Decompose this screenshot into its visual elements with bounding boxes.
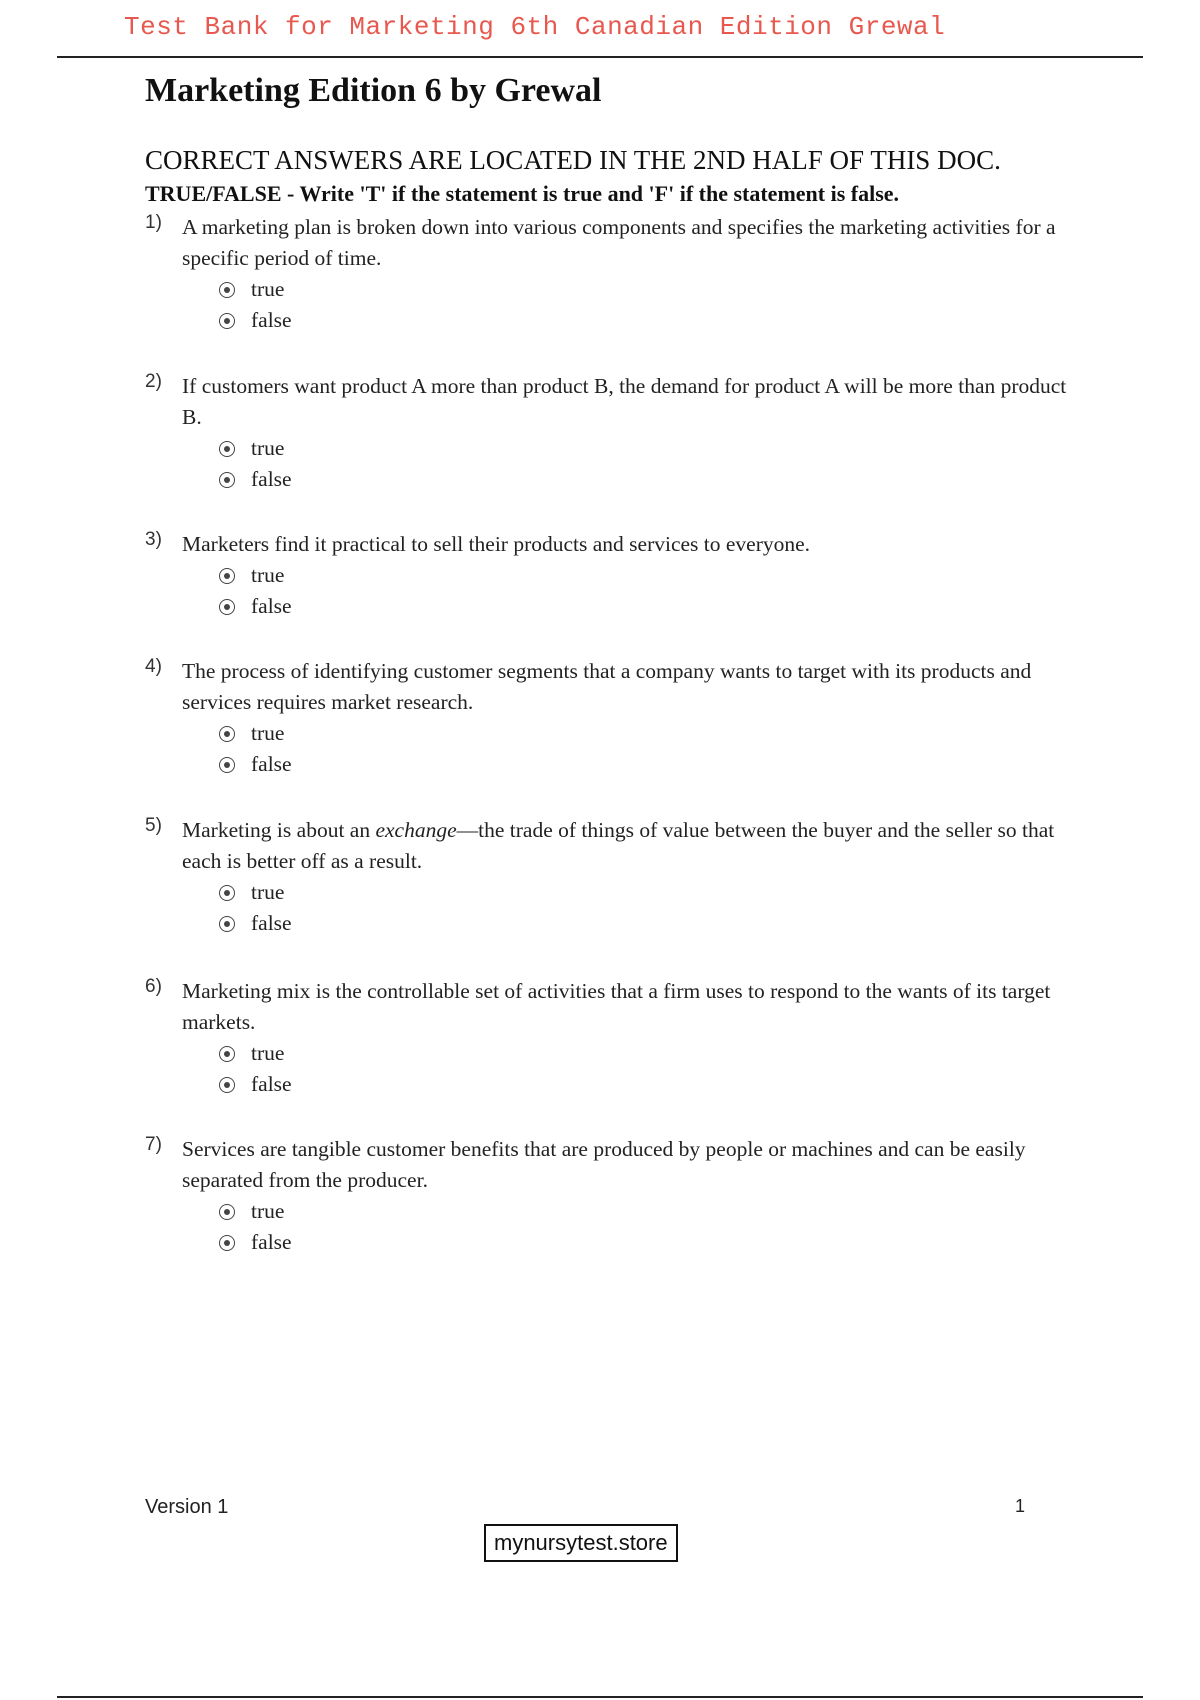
radio-icon[interactable] [219, 1077, 235, 1093]
question-4 [145, 656, 1075, 780]
option-label: false [251, 308, 292, 332]
radio-icon[interactable] [219, 726, 235, 742]
option-label: true [251, 880, 285, 904]
question-text: If customers want product A more than product B, the demand for product A will be more than product B. [182, 374, 1067, 429]
radio-icon[interactable] [219, 916, 235, 932]
option-true[interactable] [219, 718, 1075, 749]
option-label: true [251, 1041, 285, 1065]
question-number: 3) [145, 529, 162, 550]
emphasized-term: exchange [375, 818, 457, 842]
option-label: true [251, 721, 285, 745]
radio-icon[interactable] [219, 1235, 235, 1251]
answers-notice: CORRECT ANSWERS ARE LOCATED IN THE 2ND HALF OF THIS DOC. [145, 145, 1001, 175]
document-banner: Test Bank for Marketing 6th Canadian Edition Grewal [124, 12, 946, 42]
answer-options [219, 433, 1075, 495]
answer-options [219, 1196, 1075, 1258]
option-false[interactable] [219, 464, 1075, 495]
option-label: false [251, 1230, 292, 1254]
question-number: 1) [145, 212, 162, 233]
radio-icon[interactable] [219, 441, 235, 457]
radio-icon[interactable] [219, 1204, 235, 1220]
radio-icon[interactable] [219, 568, 235, 584]
radio-icon[interactable] [219, 757, 235, 773]
radio-icon[interactable] [219, 282, 235, 298]
option-true[interactable] [219, 274, 1075, 305]
page-number: 1 [1015, 1496, 1026, 1516]
answer-options [219, 560, 1075, 622]
option-label: true [251, 436, 285, 460]
option-label: false [251, 1072, 292, 1096]
question-number: 6) [145, 976, 162, 997]
option-true[interactable] [219, 1038, 1075, 1069]
question-text: Services are tangible customer benefits that are produced by people or machines and can be easily separated from the producer. [182, 1137, 1026, 1192]
option-false[interactable] [219, 305, 1075, 336]
question-number: 4) [145, 656, 162, 677]
question-6 [145, 976, 1075, 1100]
answer-options [219, 1038, 1075, 1100]
question-number: 7) [145, 1134, 162, 1155]
question-1 [145, 212, 1075, 336]
option-false[interactable] [219, 1227, 1075, 1258]
option-label: false [251, 467, 292, 491]
answer-options [219, 718, 1075, 780]
option-true[interactable] [219, 877, 1075, 908]
question-3 [145, 529, 1075, 622]
option-label: true [251, 277, 285, 301]
option-false[interactable] [219, 908, 1075, 939]
question-7 [145, 1134, 1075, 1258]
radio-icon[interactable] [219, 472, 235, 488]
version-label: Version 1 [145, 1496, 229, 1518]
question-text: A marketing plan is broken down into various components and specifies the marketing activities for a specific period of time. [182, 215, 1056, 270]
answer-options [219, 274, 1075, 336]
footer-divider [57, 1696, 1143, 1698]
option-label: false [251, 911, 292, 935]
option-true[interactable] [219, 1196, 1075, 1227]
question-text-end: —the trade of things of value between the buyer and the seller so that each is better off as a result. [182, 818, 1055, 873]
page-title: Marketing Edition 6 by Grewal [145, 72, 602, 109]
option-label: true [251, 1199, 285, 1223]
option-label: false [251, 594, 292, 618]
question-text [182, 815, 1075, 877]
question-number: 5) [145, 815, 162, 836]
radio-icon[interactable] [219, 1046, 235, 1062]
question-5 [145, 815, 1075, 939]
option-true[interactable] [219, 433, 1075, 464]
radio-icon[interactable] [219, 313, 235, 329]
option-false[interactable] [219, 749, 1075, 780]
option-true[interactable] [219, 560, 1075, 591]
option-false[interactable] [219, 1069, 1075, 1100]
question-text: Marketing mix is the controllable set of activities that a firm uses to respond to the wants of its target markets. [182, 979, 1051, 1034]
question-text: The process of identifying customer segments that a company wants to target with its products and services requires market research. [182, 659, 1032, 714]
website-link[interactable]: mynursytest.store [484, 1524, 678, 1562]
option-label: true [251, 563, 285, 587]
answer-options [219, 877, 1075, 939]
option-label: false [251, 752, 292, 776]
question-text-start: Marketing is about an [182, 818, 376, 842]
question-text: Marketers find it practical to sell their products and services to everyone. [182, 532, 811, 556]
radio-icon[interactable] [219, 885, 235, 901]
option-false[interactable] [219, 591, 1075, 622]
header-divider [57, 56, 1143, 58]
question-number: 2) [145, 371, 162, 392]
question-2 [145, 371, 1075, 495]
radio-icon[interactable] [219, 599, 235, 615]
section-instructions: TRUE/FALSE - Write 'T' if the statement is true and 'F' if the statement is false. [145, 181, 900, 206]
